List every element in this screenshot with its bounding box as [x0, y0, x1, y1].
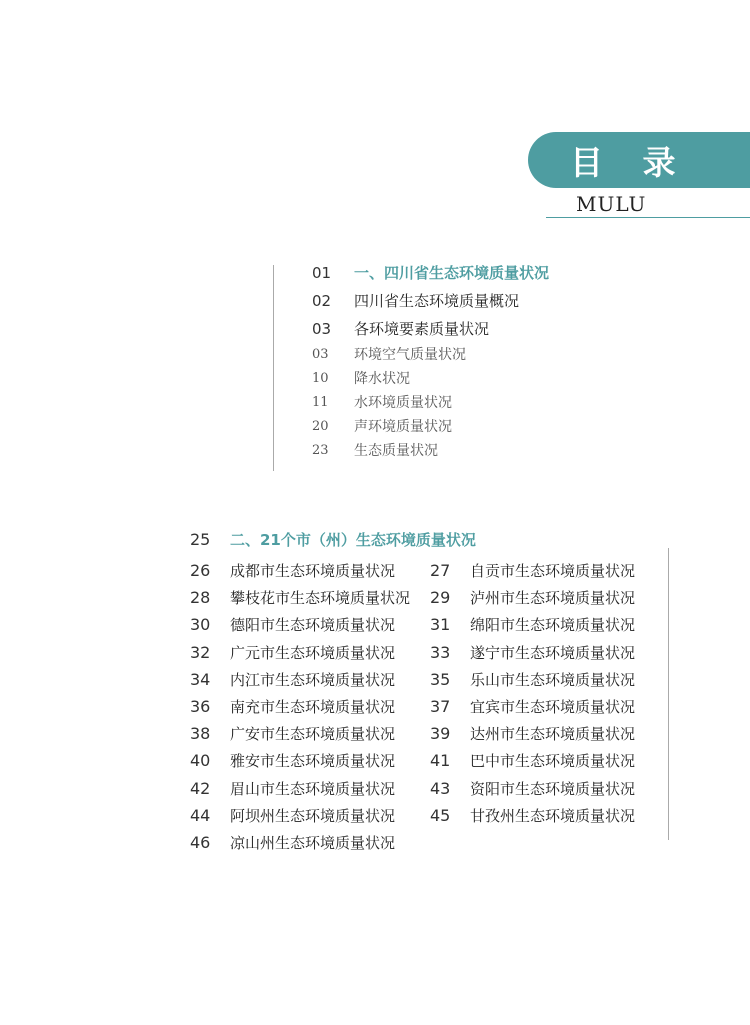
toc-subtitle: MULU [576, 192, 647, 216]
page-number: 11 [312, 395, 329, 410]
toc-title-tab [528, 132, 750, 188]
entry-title: 乐山市生态环境质量状况 [470, 670, 636, 689]
entry-title: 南充市生态环境质量状况 [230, 698, 396, 716]
page-number: 32 [190, 642, 211, 662]
page-number: 30 [190, 615, 211, 635]
entry-title: 自贡市生态环境质量状况 [470, 562, 636, 580]
entry-title: 凉山州生态环境质量状况 [230, 834, 396, 852]
entry-title: 成都市生态环境质量状况 [230, 562, 396, 580]
entry-title: 甘孜州生态环境质量状况 [470, 806, 636, 825]
entry-title: 声环境质量状况 [354, 419, 452, 435]
page-number: 42 [190, 778, 211, 798]
entry-title: 水环境质量状况 [354, 395, 452, 411]
entry-title: 攀枝花市生态环境质量状况 [230, 589, 411, 608]
entry-title: 各环境要素质量状况 [354, 320, 490, 338]
entry-title: 广元市生态环境质量状况 [230, 643, 396, 662]
page-number: 02 [312, 292, 332, 310]
entry-title: 泸州市生态环境质量状况 [470, 589, 636, 608]
entry-title: 环境空气质量状况 [354, 347, 466, 363]
page-number: 36 [190, 697, 211, 716]
page-number: 45 [430, 805, 451, 825]
page-number: 39 [430, 724, 451, 744]
entry-title: 广安市生态环境质量状况 [230, 725, 396, 744]
page-number: 20 [312, 419, 329, 434]
page-number: 25 [190, 530, 211, 549]
page-number: 33 [430, 642, 451, 662]
entry-title: 眉山市生态环境质量状况 [230, 779, 396, 798]
entry-title: 四川省生态环境质量概况 [354, 292, 520, 310]
entry-title: 生态质量状况 [354, 443, 438, 459]
page-number: 40 [190, 751, 211, 771]
page-number: 41 [430, 751, 451, 771]
entry-title: 遂宁市生态环境质量状况 [470, 643, 636, 662]
page-number: 26 [190, 561, 211, 580]
toc-title: 目 录 [570, 142, 690, 182]
entry-title: 资阳市生态环境质量状况 [470, 779, 636, 798]
page-number: 10 [312, 371, 329, 386]
page-number: 01 [312, 264, 332, 282]
entry-title: 雅安市生态环境质量状况 [230, 752, 396, 771]
entry-title: 巴中市生态环境质量状况 [470, 752, 636, 771]
entry-title: 绵阳市生态环境质量状况 [470, 616, 636, 635]
entry-title: 宜宾市生态环境质量状况 [470, 698, 636, 716]
page-number: 23 [312, 443, 329, 458]
entry-title: 阿坝州生态环境质量状况 [230, 806, 396, 825]
page-number: 37 [430, 697, 451, 716]
section2-divider [668, 548, 669, 840]
page-number: 28 [190, 588, 211, 608]
section1-divider [273, 265, 274, 471]
entry-title: 一、四川省生态环境质量状况 [354, 264, 550, 282]
page-number: 46 [190, 833, 211, 852]
page-number: 27 [430, 561, 451, 580]
page-number: 35 [430, 669, 451, 689]
entry-title: 降水状况 [354, 371, 410, 387]
page-number: 31 [430, 615, 451, 635]
page-number: 03 [312, 347, 329, 362]
entry-title: 二、21个市（州）生态环境质量状况 [230, 531, 476, 549]
page-number: 03 [312, 320, 332, 338]
page-number: 34 [190, 669, 211, 689]
page-number: 44 [190, 805, 211, 825]
entry-title: 达州市生态环境质量状况 [470, 725, 636, 744]
page-number: 43 [430, 778, 451, 798]
entry-title: 内江市生态环境质量状况 [230, 670, 396, 689]
page-number: 29 [430, 588, 451, 608]
entry-title: 德阳市生态环境质量状况 [230, 616, 396, 635]
page-number: 38 [190, 724, 211, 744]
title-underline [546, 217, 750, 218]
